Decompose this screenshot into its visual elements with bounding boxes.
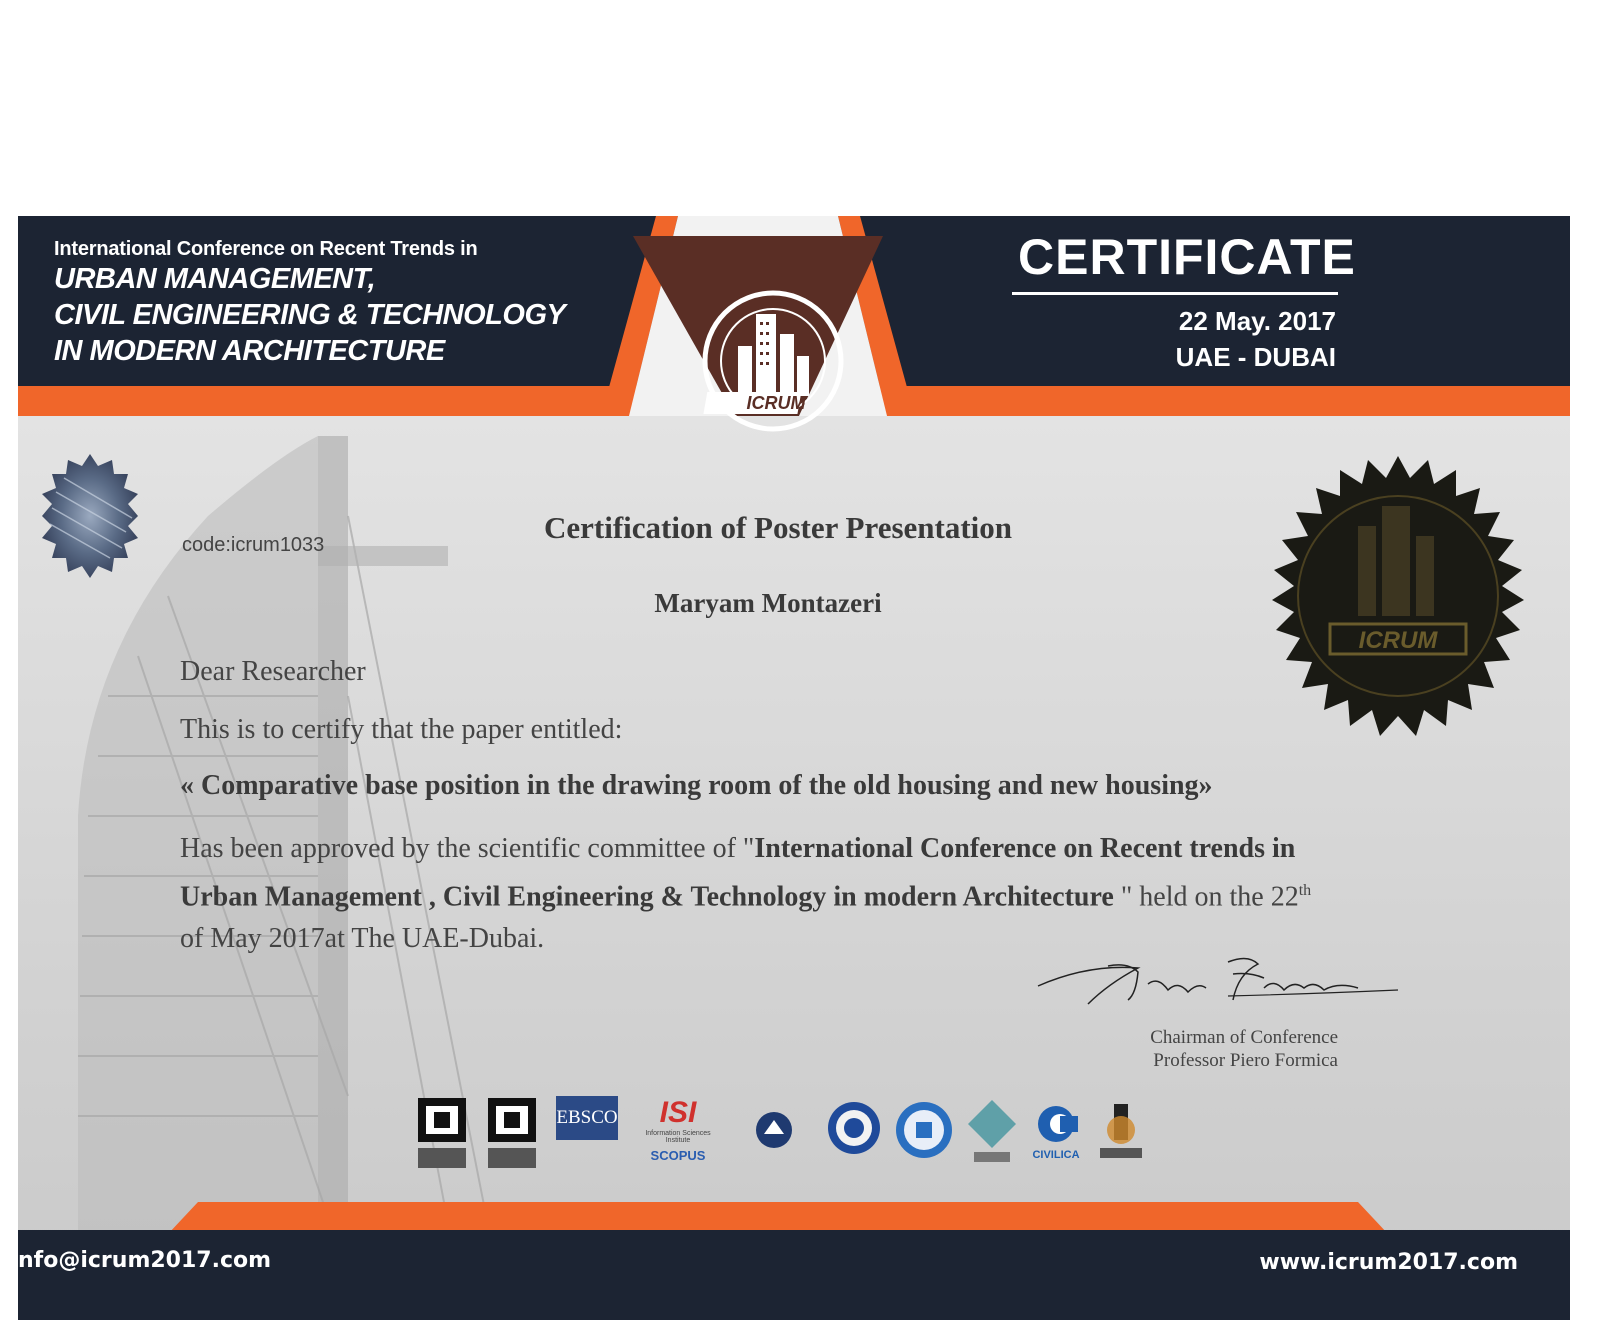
approval-suffix: " held on the 22	[1113, 881, 1299, 913]
civilica-text: CIVILICA	[1032, 1149, 1080, 1161]
conference-location: UAE - DUBAI	[1175, 342, 1336, 372]
scientific-center-logo	[1096, 1100, 1146, 1166]
research-institute-logo-2	[486, 1096, 538, 1176]
certificate-title: Certification of Poster Presentation	[543, 510, 1013, 545]
salutation: Dear Researcher	[180, 656, 366, 687]
certify-line: This is to certify that the paper entitled:	[180, 714, 623, 745]
approval-prefix: Has been approved by the scientific committee of "	[180, 833, 755, 864]
certificate	[18, 216, 1570, 1320]
research-institute-logo-1	[416, 1096, 468, 1176]
logo-text: ICRUM	[746, 393, 806, 413]
ebsco-logo: EBSCO	[556, 1096, 618, 1140]
certificate-heading-block	[978, 228, 1356, 375]
scopus-text: SCOPUS	[650, 1148, 706, 1163]
footer-website: www.icrum2017.com	[1259, 1250, 1518, 1275]
heading-divider	[1012, 292, 1338, 295]
date-superscript: th	[1298, 882, 1312, 899]
signer-name: Professor Piero Formica	[1153, 1050, 1338, 1071]
civil-engineering-institute-logo	[964, 1096, 1020, 1168]
conference-title-intro: International Conference on Recent Trends in	[54, 238, 478, 260]
conference-title-line-1: URBAN MANAGEMENT,	[54, 263, 376, 295]
university-seal-logo	[826, 1100, 882, 1156]
isi-subtext: Information Sciences Institute	[645, 1130, 711, 1144]
approval-statement	[180, 828, 1340, 960]
approval-date: of May 2017at The UAE-Dubai.	[180, 923, 545, 955]
signer-block	[1098, 1026, 1338, 1072]
civilica-icon	[1034, 1104, 1078, 1144]
civil-engineers-society-logo	[754, 1110, 794, 1150]
paper-title: « Comparative base position in the drawing room of the old housing and new housing»	[180, 770, 1213, 801]
icrum-logo	[698, 286, 848, 436]
footer-bar	[18, 1230, 1570, 1320]
footer-email: nfo@icrum2017.com	[18, 1248, 272, 1273]
association-seal-logo	[894, 1100, 954, 1160]
conference-title-line-3: IN MODERN ARCHITECTURE	[54, 335, 445, 367]
signer-role: Chairman of Conference	[1150, 1027, 1338, 1048]
seal-text: ICRUM	[1358, 627, 1438, 654]
recipient-name: Maryam Montazeri	[654, 588, 882, 618]
conference-name: International Conference on Recent trends in Urban Management , Civil Engineering & Technology in modern Architecture	[180, 833, 1296, 913]
conference-date: 22 May. 2017	[1178, 306, 1336, 336]
conference-title-block	[54, 238, 614, 369]
certificate-heading: CERTIFICATE	[1018, 229, 1356, 285]
signature	[1028, 944, 1408, 1024]
certificate-code: code:icrum1033	[182, 534, 325, 556]
isi-scopus-logo	[638, 1096, 718, 1163]
civilica-logo	[1026, 1104, 1086, 1161]
isi-text: ISI	[659, 1096, 697, 1129]
conference-title-line-2: CIVIL ENGINEERING & TECHNOLOGY	[54, 299, 566, 331]
partner-logos	[416, 1096, 1156, 1206]
